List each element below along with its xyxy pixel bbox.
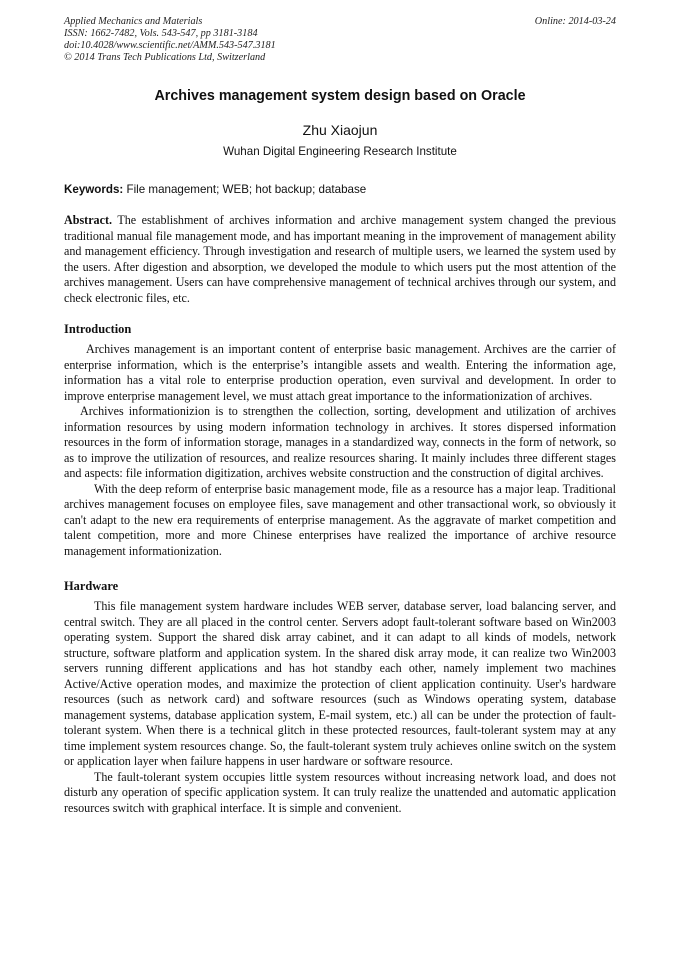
- journal-issn: ISSN: 1662-7482, Vols. 543-547, pp 3181-3184: [64, 28, 258, 39]
- keywords: [64, 182, 616, 197]
- intro-paragraph-2: Archives informationizion is to strengthen the collection, sorting, development and utilization of archives information resources by using modern information technology in archives. It stores dispersed information resources in the form of information storage, manages in a standardized way, connects in the form of network, so as to improve the utilization of resources, and realize resources sharing. It mainly includes three different stages and aspects: file information digitization, archives website construction and the construction of digital archives.: [64, 404, 616, 480]
- section-heading-hardware: Hardware: [64, 579, 119, 593]
- hardware-paragraph-2: The fault-tolerant system occupies little system resources without increasing network load, and does not disturb any operation of specific application system. It can truly realize the unattended and automatic application resources switch with graphical interface. It is simple and convenient.: [64, 769, 616, 815]
- abstract: [64, 213, 616, 306]
- author-affiliation: Wuhan Digital Engineering Research Institute: [223, 145, 457, 158]
- section-heading-introduction: Introduction: [64, 322, 132, 336]
- author-name: Zhu Xiaojun: [302, 122, 378, 138]
- keywords-label: Keywords:: [64, 183, 124, 196]
- intro-paragraph-3: With the deep reform of enterprise basic management mode, file as a resource has a major leap. Traditional archives management focuses on employee files, save management and other transactional work, so obviously it can't adapt to the new era requirements of enterprise management. As the aggravate of market competition and talent competition, more and more Chinese enterprises have realized the importance of archive resource management informationization.: [64, 481, 616, 558]
- abstract-text: The establishment of archives information and archive management system changed the previous traditional manual file management mode, and has important meaning in the improvement of management ability and management efficiency. Through investigation and research of multiple users, we learned the system used by the users. After digestion and absorption, we developed the module to which users put the most attention of the archives management. Users can have comprehensive management of technical archives through our system, and check electronic files, etc.: [64, 213, 616, 305]
- abstract-label: Abstract.: [64, 213, 113, 227]
- journal-header: [64, 16, 616, 64]
- online-date: Online: 2014-03-24: [534, 16, 616, 27]
- journal-doi[interactable]: doi:10.4028/www.scientific.net/AMM.543-547.3181: [64, 40, 276, 51]
- keywords-text: File management; WEB; hot backup; database: [123, 183, 367, 196]
- journal-copyright: © 2014 Trans Tech Publications Ltd, Switzerland: [64, 52, 266, 63]
- paper-page: [64, 16, 616, 816]
- intro-paragraph-1: Archives management is an important content of enterprise basic management. Archives are the carrier of enterprise information, which is the enterprise’s intangible assets and wealth. Entering the information age, information has a vital role to enterprise production operation, even survival and development. In order to improve enterprise management level, we must attach great importance to the informationization of archives.: [64, 342, 616, 403]
- paper-title: Archives management system design based on Oracle: [154, 88, 526, 104]
- hardware-paragraph-1: This file management system hardware includes WEB server, database server, load balancing server, and central switch. They are all placed in the control center. Servers adopt fault-tolerant software based on Win2003 operating system. Support the shared disk array cabinet, and it can adapt to all kinds of models, network structure, software platform and application system. In the shared disk array mode, it can realize two Win2003 servers running different applications and has hot standby each other, namely implement two machines Active/Active operation modes, and maximize the protection of client application continuity. User's hardware resources (such as network card) and software resources (such as Windows operating system, database management systems, database application system, E-mail system, etc.) all can be under the protection of fault-tolerant system. When there is a technical glitch in these protected resources, fault-tolerant system may at any time implement system resources change. So, the fault-tolerant system truly achieves online switch on the system or application layer when failure happens in user hardware or software resource.: [64, 599, 616, 768]
- journal-name: Applied Mechanics and Materials: [64, 16, 203, 27]
